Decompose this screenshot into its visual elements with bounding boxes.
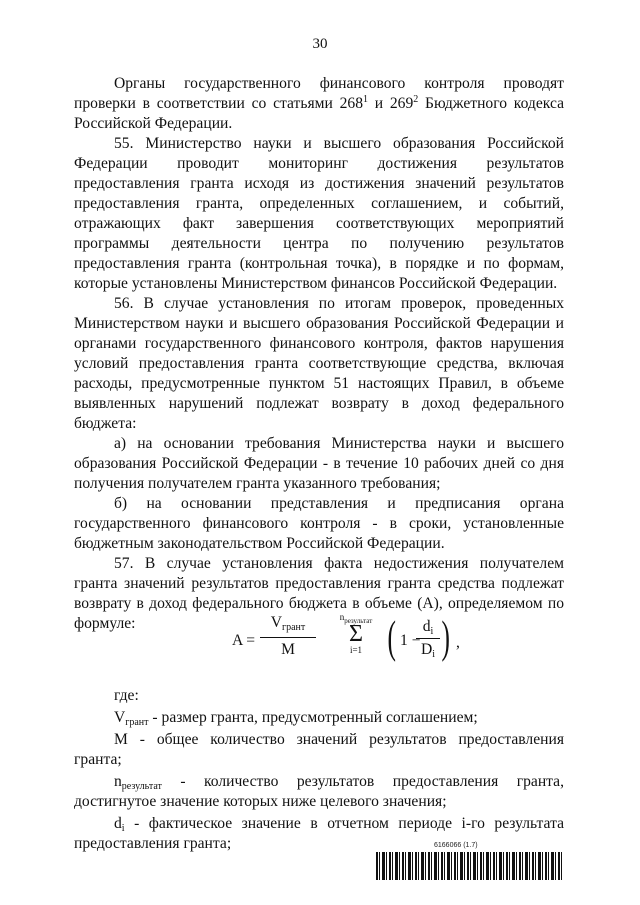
- definitions: [74, 686, 564, 854]
- barcode-icon: [376, 852, 564, 880]
- formula-one-minus: 1 −: [400, 632, 421, 649]
- formula-lhs: A =: [232, 632, 256, 649]
- fraction-bar: [260, 637, 316, 638]
- def-n-result: $n_{результат}$ - количество результатов предоставления гранта, достигнутое значение которых ниже целевого значения;: [74, 773, 564, 810]
- formula: [232, 612, 532, 672]
- def-d-i: $d_i$ - фактическое значение в отчетном периоде i-го результата предоставления гранта;: [74, 815, 564, 852]
- inner-fraction-bar: [416, 638, 440, 639]
- formula-numerator: $V_{грант}$: [270, 614, 306, 633]
- where-label: где:: [114, 687, 139, 704]
- def-v-grant: $V_{грант}$ - размер гранта, предусмотренный соглашением;: [114, 709, 478, 728]
- sum-lower-limit: i=1: [349, 645, 363, 655]
- footnote-ref-2: 2: [413, 94, 419, 105]
- paragraph-56-a: а) на основании требования Министерства науки и высшего образования Российской Федерации - в течение 10 рабочих дней со дня получения получателем гранта указанного требования;: [74, 435, 564, 492]
- formula-denominator: M: [281, 641, 295, 658]
- formula-comma: ,: [456, 634, 460, 651]
- formula-sum: [326, 612, 386, 656]
- close-paren: ): [441, 611, 450, 662]
- paragraph-57: 57. В случае установления факта недостижения получателем гранта значений результатов предоставления гранта средства подлежат возврату в доход федерального бюджета в объеме (А), определяемом по формуле:: [74, 555, 564, 632]
- def-m: M - общее количество значений результатов предоставления гранта;: [74, 731, 564, 768]
- paragraph-56-b: б) на основании представления и предписания органа государственного финансового контроля - в сроки, установленные бюджетным законодательством Российской Федерации.: [74, 495, 564, 552]
- inner-denominator: $D_i$: [420, 641, 436, 660]
- formula-main-fraction: [260, 612, 316, 659]
- sigma-icon: Σ: [349, 621, 363, 647]
- open-paren: (: [387, 611, 396, 662]
- barcode-label: 6166066 (1.7): [434, 842, 478, 849]
- barcode-block: [376, 842, 564, 882]
- paragraph-55: 55. Министерство науки и высшего образования Российской Федерации проводит мониторинг достижения результатов предоставления гранта исходя из достижения значений результатов предоставления гранта, определенных соглашением, и событий, отражающих факт завершения соответствующих мероприятий программы деятельности центра по получению результатов предоставления гранта (контрольная точка), в порядке и по формам, которые установлены Министерством финансов Российской Федерации.: [74, 135, 564, 292]
- paragraph-audit: Органы государственного финансового контроля проводят проверки в соответствии со статьями 268$^1$ и 269$^2$ Бюджетного кодекса Российской Федерации.: [74, 75, 564, 132]
- paragraph-56: 56. В случае установления по итогам проверок, проведенных Министерством науки и высшего образования Российской Федерации и органами государственного финансового контроля, фактов нарушения условий предоставления гранта соответствующие средства, включая расходы, предусмотренные пунктом 51 настоящих Правил, в объеме выявленных нарушений подлежат возврату в доход федерального бюджета:: [74, 295, 564, 432]
- page-number: 30: [312, 36, 328, 52]
- body-text: [74, 74, 564, 637]
- sum-upper-limit: $n_{результат}$: [339, 612, 373, 625]
- inner-numerator: $d_i$: [422, 618, 434, 637]
- formula-inner-fraction: [416, 618, 440, 659]
- footnote-ref-1: 1: [363, 94, 368, 105]
